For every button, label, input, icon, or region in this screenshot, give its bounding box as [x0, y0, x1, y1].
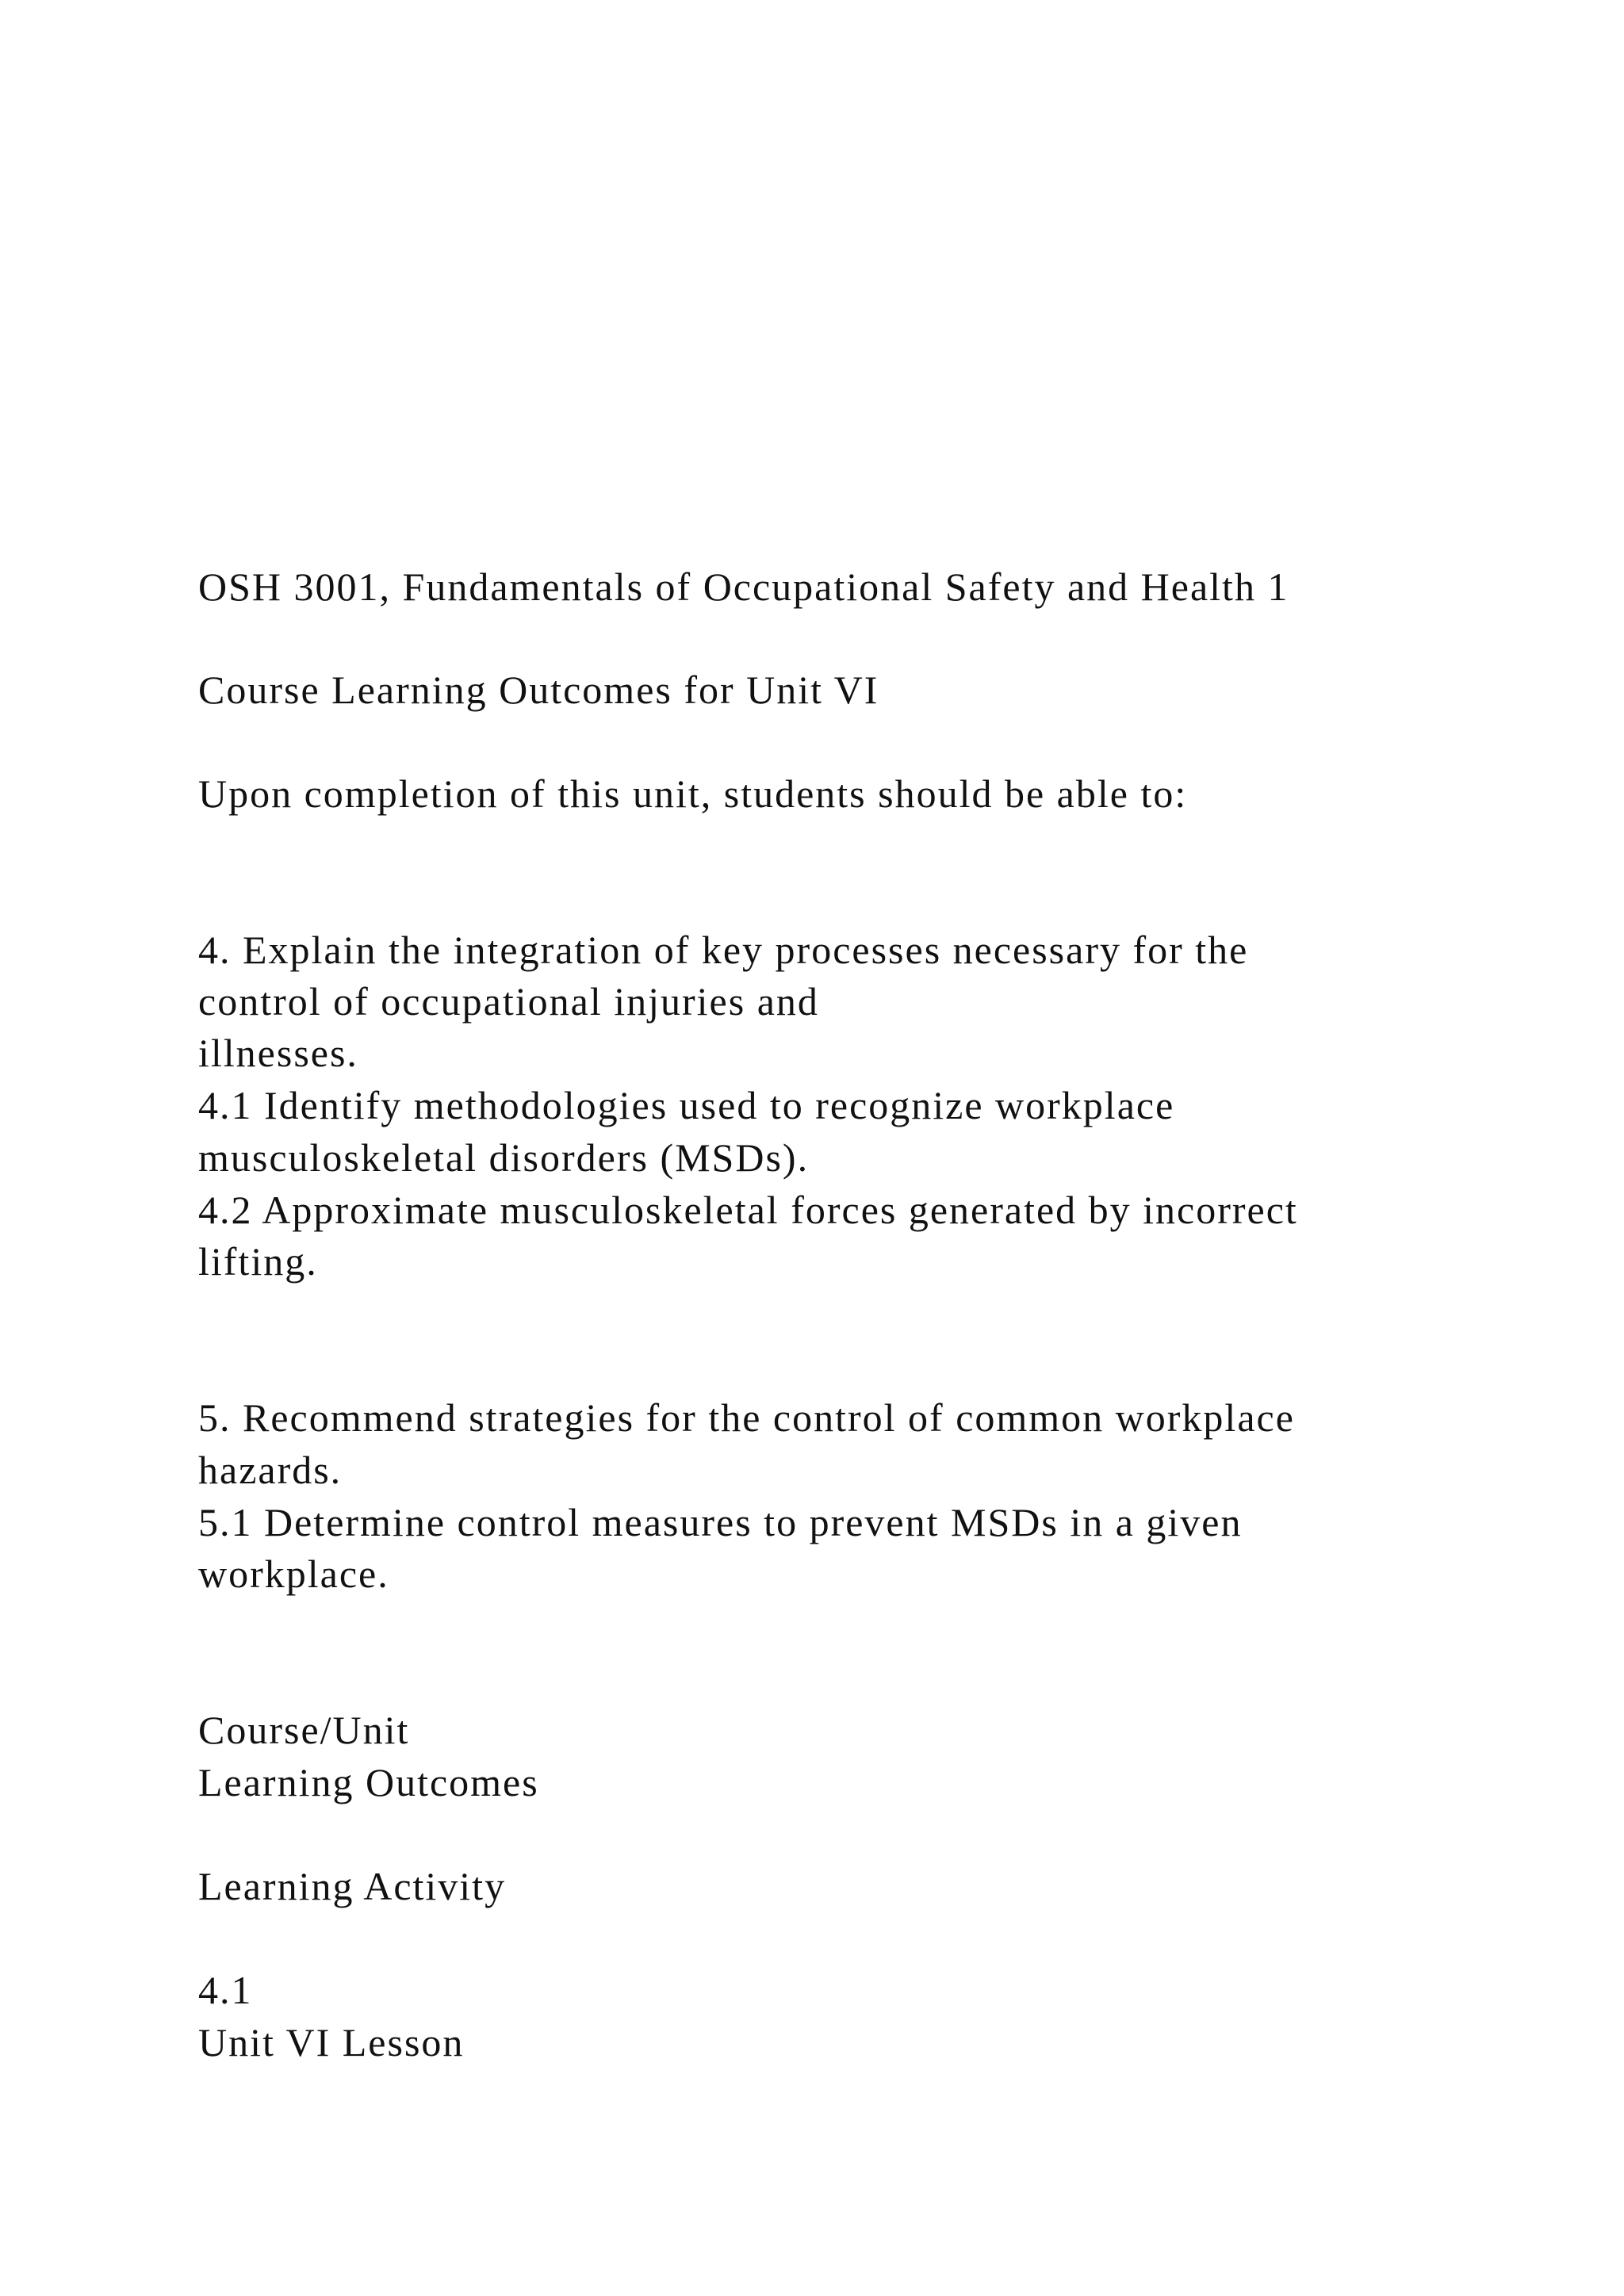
section-title: Course Learning Outcomes for Unit VI: [198, 668, 879, 712]
outcome-4-line-2: control of occupational injuries and: [198, 979, 819, 1024]
document-header: OSH 3001, Fundamentals of Occupational Safety and Health 1: [198, 564, 1289, 609]
table-col1-header-line-2: Learning Outcomes: [198, 1760, 539, 1804]
outcome-4-line-1: 4. Explain the integration of key processes necessary for the: [198, 928, 1249, 972]
table-col2-header: Learning Activity: [198, 1864, 507, 1908]
outcome-5-line-1: 5. Recommend strategies for the control of common workplace: [198, 1395, 1295, 1440]
outcome-5-1-line-1: 5.1 Determine control measures to prevent MSDs in a given: [198, 1500, 1243, 1544]
table-col1-header-line-1: Course/Unit: [198, 1708, 410, 1752]
intro-text: Upon completion of this unit, students should be able to:: [198, 771, 1188, 816]
outcome-4-2-line-2: lifting.: [198, 1239, 318, 1284]
outcome-4-1-line-2: musculoskeletal disorders (MSDs).: [198, 1135, 810, 1180]
table-row-1-activity: Unit VI Lesson: [198, 2020, 465, 2064]
outcome-4-1-line-1: 4.1 Identify methodologies used to recognize workplace: [198, 1083, 1175, 1127]
outcome-4-2-line-1: 4.2 Approximate musculoskeletal forces generated by incorrect: [198, 1188, 1298, 1232]
outcome-4-line-3: illnesses.: [198, 1031, 358, 1075]
table-row-1-outcome: 4.1: [198, 1968, 253, 2012]
outcome-5-1-line-2: workplace.: [198, 1552, 389, 1596]
outcome-5-line-2: hazards.: [198, 1448, 343, 1492]
